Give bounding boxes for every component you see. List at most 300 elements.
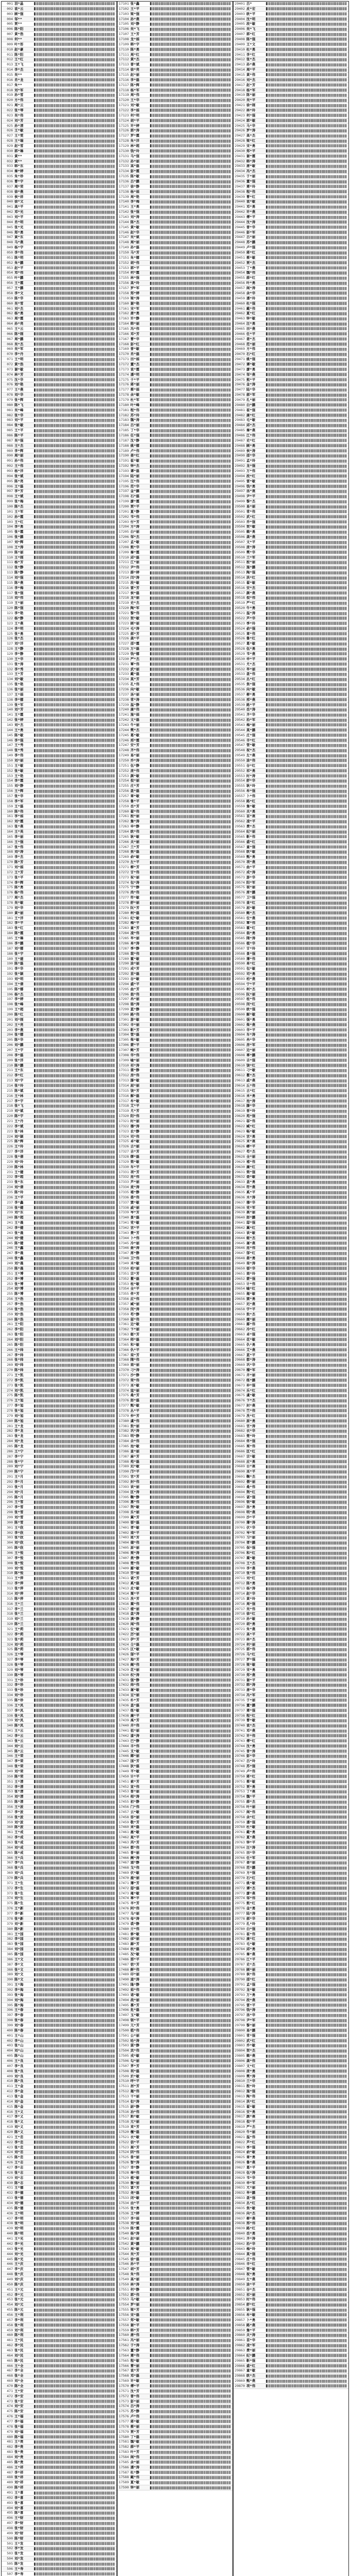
entry-pattern xyxy=(266,1227,346,1230)
entry-pattern xyxy=(150,1293,230,1296)
entry-number: 17290 xyxy=(119,961,129,966)
entry-number: 29415 xyxy=(235,73,245,77)
entry-number: 29535 xyxy=(235,682,245,687)
entry-number: 29462 xyxy=(235,311,245,316)
roster-row xyxy=(2,2039,116,2044)
roster-row xyxy=(2,1129,116,1134)
roster-row xyxy=(234,57,348,62)
entry-pattern xyxy=(150,2247,230,2250)
entry-number: 428 xyxy=(7,2170,13,2175)
roster-row xyxy=(118,2465,232,2470)
entry-pattern xyxy=(34,1404,114,1408)
entry-name: 邝*平 xyxy=(130,1469,140,1474)
entry-number: 083 xyxy=(7,418,13,422)
entry-pattern xyxy=(150,1196,230,1199)
entry-name: 季*静 xyxy=(130,946,140,951)
entry-number: 29479 xyxy=(235,398,245,402)
entry-name: 赵*芳 xyxy=(246,82,256,87)
entry-number: 29536 xyxy=(235,687,245,691)
entry-number: 29526 xyxy=(235,636,245,641)
entry-pattern xyxy=(150,266,230,269)
entry-name: 黄*丽 xyxy=(14,910,24,915)
entry-number: 221 xyxy=(7,1119,13,1123)
entry-name: 曲*平 xyxy=(246,865,256,870)
entry-pattern xyxy=(34,831,114,834)
entry-number: 17446 xyxy=(119,1754,129,1758)
entry-number: 461 xyxy=(7,2338,13,2343)
entry-number: 29433 xyxy=(235,164,245,168)
roster-row xyxy=(2,1962,116,1968)
entry-name: 熊*华 xyxy=(130,545,140,549)
entry-pattern xyxy=(266,160,346,163)
roster-row xyxy=(2,1144,116,1149)
entry-pattern xyxy=(34,2009,114,2012)
roster-row xyxy=(2,1444,116,1449)
entry-name: 李*超 xyxy=(14,1175,24,1179)
entry-number: 469 xyxy=(7,2379,13,2383)
entry-pattern xyxy=(266,1115,346,1118)
entry-name: 姚*娜 xyxy=(130,443,140,448)
entry-number: 29643 xyxy=(235,1230,245,1235)
entry-name: 项*燕 xyxy=(246,860,256,865)
entry-name: 柯*磊 xyxy=(130,910,140,915)
roster-row xyxy=(118,98,232,103)
entry-name: 信*平 xyxy=(130,2140,140,2144)
entry-number: 17355 xyxy=(119,1292,129,1296)
entry-pattern xyxy=(150,200,230,204)
entry-name: 闭*敏 xyxy=(130,2196,140,2200)
entry-pattern xyxy=(34,480,114,483)
roster-row xyxy=(2,1348,116,1353)
entry-name: 张*鑫 xyxy=(14,1256,24,1261)
entry-pattern xyxy=(150,292,230,295)
entry-pattern xyxy=(150,1821,230,1824)
entry-pattern xyxy=(150,678,230,681)
entry-pattern xyxy=(266,1048,346,1052)
entry-pattern xyxy=(34,403,114,406)
entry-number: 29558 xyxy=(235,799,245,803)
entry-name: 郭*伟 xyxy=(130,2292,140,2297)
entry-number: 147 xyxy=(7,743,13,748)
entry-pattern xyxy=(150,104,230,107)
entry-pattern xyxy=(150,99,230,102)
entry-pattern xyxy=(34,577,114,580)
entry-pattern xyxy=(150,226,230,229)
entry-number: 251 xyxy=(7,1271,13,1276)
entry-number: 29619 xyxy=(235,1109,245,1113)
entry-pattern xyxy=(34,454,114,457)
roster-row xyxy=(118,1952,232,1957)
entry-name: 张*琴 xyxy=(14,1663,24,1667)
entry-name: 李*宇 xyxy=(14,1098,24,1103)
entry-number: 452 xyxy=(7,2292,13,2297)
roster-row xyxy=(118,2359,232,2364)
roster-row xyxy=(118,2181,232,2186)
entry-pattern xyxy=(266,2,346,5)
roster-row xyxy=(118,672,232,677)
roster-row xyxy=(2,1861,116,1866)
entry-pattern xyxy=(34,1958,114,1961)
entry-pattern xyxy=(150,571,230,574)
entry-pattern xyxy=(34,2364,114,2367)
entry-name: 隋*伟 xyxy=(130,1358,140,1362)
entry-name: 晏*勇 xyxy=(246,1256,256,1261)
entry-pattern xyxy=(150,1455,230,1458)
entry-name: 张*秀 xyxy=(14,748,24,753)
entry-number: 29414 xyxy=(235,67,245,72)
roster-row xyxy=(234,591,348,596)
entry-name: 袁*霞 xyxy=(130,367,140,371)
entry-pattern xyxy=(266,962,346,965)
entry-number: 17292 xyxy=(119,972,129,976)
roster-row xyxy=(118,616,232,621)
entry-name: 仲*芳 xyxy=(130,1413,140,1418)
entry-number: 265 xyxy=(7,1342,13,1347)
entry-number: 301 xyxy=(7,1525,13,1530)
entry-number: 17440 xyxy=(119,1723,129,1728)
entry-name: 查*丽 xyxy=(130,1449,140,1453)
entry-number: 29629 xyxy=(235,1159,245,1164)
entry-pattern xyxy=(150,469,230,472)
entry-number: 17469 xyxy=(119,1871,129,1875)
entry-pattern xyxy=(34,236,114,239)
entry-name: 赖*勇 xyxy=(246,530,256,534)
entry-pattern xyxy=(34,2420,114,2423)
roster-row xyxy=(2,1424,116,1429)
entry-name: 王*庆 xyxy=(14,2262,24,2266)
entry-number: 300 xyxy=(7,1520,13,1524)
entry-number: 29532 xyxy=(235,667,245,671)
roster-row xyxy=(2,2359,116,2364)
entry-pattern xyxy=(150,1481,230,1484)
entry-name: 李*梅 xyxy=(130,199,140,204)
roster-row xyxy=(2,128,116,133)
entry-pattern xyxy=(34,998,114,1001)
roster-row xyxy=(118,321,232,327)
roster-row xyxy=(2,2171,116,2176)
entry-number: 409 xyxy=(7,2074,13,2078)
roster-row xyxy=(118,1215,232,1221)
entry-pattern xyxy=(150,581,230,584)
entry-pattern xyxy=(266,739,346,742)
entry-number: 29514 xyxy=(235,575,245,580)
entry-name: 陈*亮 xyxy=(14,479,24,483)
entry-name: 钟*丽 xyxy=(130,2485,140,2490)
roster-row xyxy=(2,2455,116,2460)
entry-pattern xyxy=(150,1826,230,1829)
entry-name: 仇*平 xyxy=(130,1347,140,1352)
entry-pattern xyxy=(266,38,346,41)
entry-name: 王*伟 xyxy=(14,464,24,468)
entry-pattern xyxy=(266,1008,346,1011)
entry-pattern xyxy=(150,1638,230,1641)
roster-row xyxy=(2,1373,116,1378)
roster-row xyxy=(2,2364,116,2369)
entry-name: 贾*平 xyxy=(130,504,140,509)
entry-number: 17378 xyxy=(119,1409,129,1413)
entry-name: 哈*涛 xyxy=(130,2038,140,2043)
entry-number: 302 xyxy=(7,1530,13,1535)
entry-pattern xyxy=(34,1231,114,1234)
entry-pattern xyxy=(34,1521,114,1524)
entry-pattern xyxy=(266,896,346,900)
roster-row xyxy=(118,865,232,870)
entry-number: 17403 xyxy=(119,1535,129,1540)
entry-name: 齐*华 xyxy=(246,713,256,717)
entry-pattern xyxy=(34,2161,114,2164)
roster-row xyxy=(118,1901,232,1906)
entry-number: 163 xyxy=(7,824,13,829)
entry-name: 沿*军 xyxy=(246,718,256,722)
entry-pattern xyxy=(150,1089,230,1092)
entry-number: 29563 xyxy=(235,824,245,829)
entry-name: 彭*军 xyxy=(246,230,256,234)
entry-number: 29546 xyxy=(235,738,245,742)
roster-row xyxy=(2,1627,116,1632)
roster-row xyxy=(234,687,348,692)
roster-row xyxy=(234,952,348,957)
entry-name: 周*伟 xyxy=(130,93,140,97)
entry-number: 497 xyxy=(7,2521,13,2526)
entry-pattern xyxy=(34,1176,114,1179)
entry-number: 17342 xyxy=(119,1226,129,1230)
entry-number: 132 xyxy=(7,667,13,671)
roster-row xyxy=(118,687,232,692)
entry-name: 孟*玲 xyxy=(246,459,256,463)
entry-name: 刘*辉 xyxy=(14,540,24,545)
entry-name: 王*国 xyxy=(14,1931,24,1936)
entry-name: 李*兵 xyxy=(14,1860,24,1865)
entry-pattern xyxy=(150,48,230,51)
roster-row xyxy=(234,1094,348,1099)
entry-number: 309 xyxy=(7,1566,13,1570)
entry-pattern xyxy=(266,1165,346,1168)
entry-name: 李*辉 xyxy=(14,880,24,885)
entry-name: 祝*杰 xyxy=(246,748,256,753)
entry-name: 刘*斌 xyxy=(14,1109,24,1113)
roster-row xyxy=(2,1322,116,1327)
entry-name: 刘*庆 xyxy=(14,2277,24,2281)
entry-name: 高*丽 xyxy=(130,2277,140,2281)
entry-pattern xyxy=(34,1531,114,1534)
entry-name: 由*平 xyxy=(130,2201,140,2206)
entry-number: 17246 xyxy=(119,738,129,742)
entry-name: 梅*平 xyxy=(130,921,140,925)
entry-number: 29527 xyxy=(235,641,245,646)
roster-row xyxy=(118,433,232,438)
roster-row xyxy=(118,1495,232,1500)
roster-row xyxy=(118,1429,232,1434)
entry-number: 29450 xyxy=(235,250,245,255)
entry-pattern xyxy=(150,754,230,757)
entry-name: 吴*平 xyxy=(246,98,256,103)
entry-pattern xyxy=(34,104,114,107)
entry-pattern xyxy=(34,1089,114,1092)
entry-pattern xyxy=(266,104,346,107)
entry-name: 蔡*敏 xyxy=(246,255,256,260)
entry-name: 任*强 xyxy=(130,433,140,437)
entry-pattern xyxy=(34,1013,114,1016)
entry-pattern xyxy=(34,2252,114,2256)
entry-number: 383 xyxy=(7,1942,13,1946)
entry-pattern xyxy=(34,1567,114,1570)
roster-row xyxy=(118,118,232,124)
entry-name: 戚*丽 xyxy=(130,1205,140,1210)
entry-pattern xyxy=(34,373,114,376)
roster-row xyxy=(234,799,348,804)
entry-number: 29597 xyxy=(235,997,245,1002)
entry-number: 406 xyxy=(7,2059,13,2063)
roster-row xyxy=(2,2247,116,2252)
roster-row xyxy=(118,1663,232,1668)
entry-name: 区*敏 xyxy=(130,1647,140,1652)
entry-pattern xyxy=(34,2446,114,2449)
entry-name: 葛*敏 xyxy=(246,641,256,646)
entry-name: 高*玲 xyxy=(130,281,140,285)
entry-name: 檀*磊 xyxy=(130,2130,140,2134)
entry-name: 邱*杰 xyxy=(246,423,256,428)
entry-name: 顾*强 xyxy=(14,11,24,16)
entry-number: 29587 xyxy=(235,946,245,951)
roster-row xyxy=(2,200,116,205)
entry-number: 236 xyxy=(7,1195,13,1199)
entry-pattern xyxy=(266,840,346,843)
entry-number: 030 xyxy=(7,148,13,153)
roster-row xyxy=(118,636,232,641)
entry-pattern xyxy=(150,2,230,5)
entry-pattern xyxy=(34,414,114,417)
entry-pattern xyxy=(34,2369,114,2372)
entry-number: 056 xyxy=(7,281,13,285)
roster-row xyxy=(118,1241,232,1246)
entry-pattern xyxy=(150,2039,230,2042)
entry-number: 29463 xyxy=(235,316,245,321)
entry-number: 17431 xyxy=(119,1677,129,1682)
roster-row xyxy=(2,1119,116,1124)
roster-row xyxy=(234,1231,348,1236)
entry-pattern xyxy=(34,1033,114,1037)
entry-number: 17196 xyxy=(119,484,129,488)
entry-number: 422 xyxy=(7,2140,13,2144)
entry-name: 姜*杰 xyxy=(246,336,256,341)
roster-row xyxy=(2,713,116,718)
roster-row xyxy=(2,2048,116,2054)
roster-row xyxy=(118,1876,232,1881)
entry-number: 29426 xyxy=(235,128,245,133)
entry-pattern xyxy=(266,566,346,569)
entry-number: 345 xyxy=(7,1749,13,1753)
entry-name: 茹*伟 xyxy=(130,1988,140,1992)
entry-name: 曾*伟 xyxy=(130,2394,140,2398)
entry-number: 048 xyxy=(7,240,13,245)
entry-pattern xyxy=(266,312,346,315)
roster-row xyxy=(118,575,232,581)
roster-row xyxy=(234,794,348,799)
entry-pattern xyxy=(150,1607,230,1611)
entry-number: 17256 xyxy=(119,789,129,793)
entry-name: 毕*丽 xyxy=(130,936,140,941)
entry-pattern xyxy=(266,627,346,630)
entry-name: 池*涛 xyxy=(246,1098,256,1103)
entry-number: 17271 xyxy=(119,865,129,870)
roster-row xyxy=(2,1835,116,1840)
entry-pattern xyxy=(150,1353,230,1357)
entry-number: 244 xyxy=(7,1235,13,1240)
entry-name: 金*涛 xyxy=(246,382,256,387)
roster-row xyxy=(118,195,232,200)
entry-name: 揭*伟 xyxy=(130,2089,140,2094)
entry-pattern xyxy=(266,180,346,183)
entry-number: 224 xyxy=(7,1134,13,1139)
entry-name: 陈*斌 xyxy=(14,1088,24,1093)
entry-number: 505 xyxy=(7,2562,13,2566)
entry-number: 298 xyxy=(7,1510,13,1515)
entry-name: 刘*健 xyxy=(14,1235,24,1240)
entry-name: 康*红 xyxy=(246,413,256,417)
entry-pattern xyxy=(34,2247,114,2250)
roster-row xyxy=(234,1032,348,1038)
entry-number: 17243 xyxy=(119,723,129,727)
entry-pattern xyxy=(150,541,230,544)
roster-row xyxy=(234,1078,348,1083)
entry-number: 17233 xyxy=(119,672,129,676)
entry-pattern xyxy=(34,2451,114,2454)
entry-number: 29644 xyxy=(235,1235,245,1240)
entry-number: 17137 xyxy=(119,184,129,189)
entry-name: 牟*敏 xyxy=(130,1098,140,1103)
entry-number: 17227 xyxy=(119,641,129,646)
entry-pattern xyxy=(34,2567,114,2570)
entry-pattern xyxy=(34,2090,114,2093)
roster-row xyxy=(2,2064,116,2069)
entry-number: 17422 xyxy=(119,1632,129,1636)
entry-name: 白*丽 xyxy=(130,530,140,534)
roster-row xyxy=(2,1053,116,1058)
entry-name: 张*霞 xyxy=(14,530,24,534)
entry-number: 17325 xyxy=(119,1139,129,1144)
entry-name: 逯*涛 xyxy=(130,1977,140,1982)
entry-name: 况*敏 xyxy=(130,1952,140,1956)
entry-number: 29553 xyxy=(235,773,245,778)
entry-number: 171 xyxy=(7,865,13,870)
entry-number: 29472 xyxy=(235,362,245,366)
roster-row xyxy=(2,1769,116,1774)
entry-name: 唐*勇 xyxy=(130,311,140,316)
entry-pattern xyxy=(266,343,346,346)
entry-number: 189 xyxy=(7,956,13,961)
entry-name: 张*峰 xyxy=(14,1002,24,1007)
entry-name: 隆*静 xyxy=(130,1982,140,1987)
entry-name: 荣*伟 xyxy=(130,1378,140,1382)
roster-row xyxy=(2,2028,116,2033)
roster-row xyxy=(234,967,348,972)
roster-row xyxy=(2,149,116,154)
entry-number: 073 xyxy=(7,367,13,371)
entry-number: 078 xyxy=(7,393,13,397)
entry-pattern xyxy=(34,1150,114,1154)
roster-row xyxy=(2,972,116,977)
entry-number: 29638 xyxy=(235,1205,245,1210)
roster-row xyxy=(2,113,116,118)
entry-pattern xyxy=(266,1099,346,1103)
roster-row xyxy=(234,774,348,779)
entry-number: 366 xyxy=(7,1855,13,1860)
entry-name: 张*洋 xyxy=(14,1058,24,1062)
roster-row xyxy=(2,2440,116,2445)
entry-name: 孙*燕 xyxy=(246,62,256,67)
entry-name: 邢*燕 xyxy=(246,697,256,702)
entry-number: 29566 xyxy=(235,839,245,844)
